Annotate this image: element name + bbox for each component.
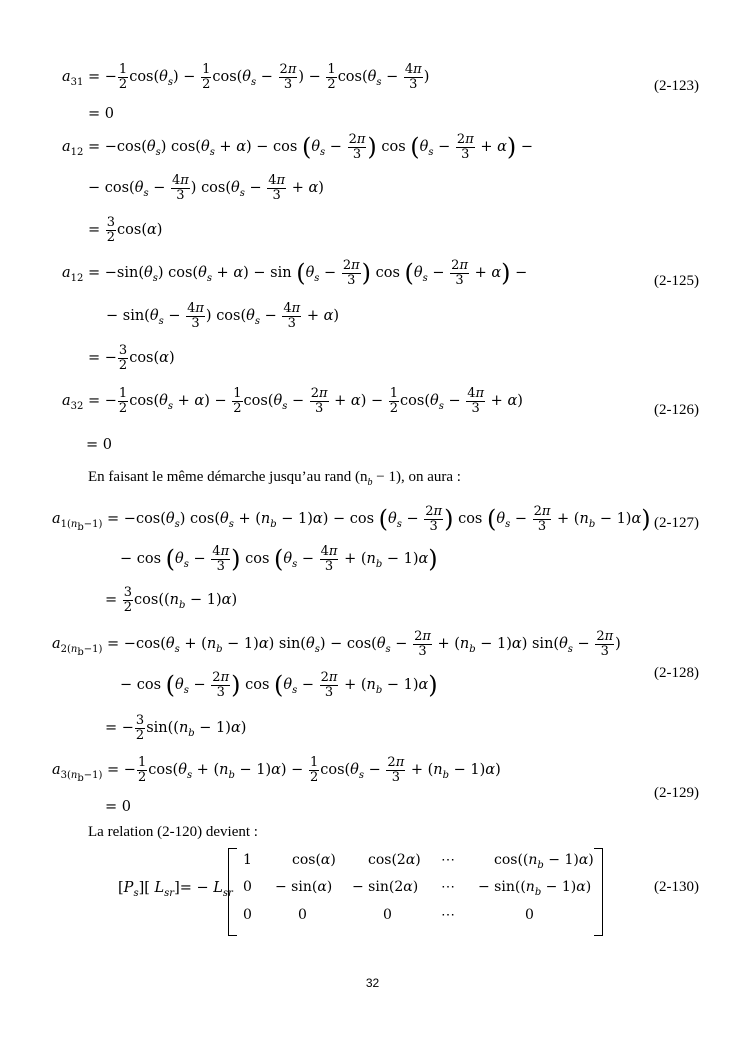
equation-number: (2-130) (654, 879, 699, 895)
equation-number: (2-125) (654, 273, 699, 289)
equation-number: (2-128) (654, 665, 699, 681)
equation-a32-line2: = 0 (86, 437, 112, 453)
equation-a12-sin-line1: $a_{12} = -\sin(\theta_s) \cos(\theta_s + \alpha) - \sin (\theta_s$ − $\frac{2\pi}{3}$ ) $\cos (\theta_s$ − $\frac{2\pi}{3}$ + α) − (62, 258, 528, 288)
matrix-cell: ⋯ (441, 879, 455, 895)
equation-a31-line2: = 0 (88, 106, 114, 122)
equation-number: (2-123) (654, 78, 699, 94)
equation-a12-cos-line2: − $\cos(\theta_s$ − $\frac{4\pi}{3}$ ) $\cos(\theta_s$ − $\frac{4\pi}{3}$ + α) (88, 173, 324, 203)
matrix-lhs: $[P_s]$[ $L_{sr}]= - L_{sr}$ (118, 880, 233, 899)
equation-number: (2-127) (654, 515, 699, 531)
equation-a12-cos-line1: $a_{12} = -\cos(\theta_s) \cos(\theta_s + \alpha) - \cos (\theta_s$ − $\frac{2\pi}{3}$ ) $\cos (\theta_s$ − $\frac{2\pi}{3}$ + α) − (62, 132, 534, 162)
equation-a31-line1: $a_{31}$ = − $\frac{1}{2}$ $\cos(\theta_s)$ − $\frac{1}{2}$ $\cos(\theta_s$ − $\frac{2\pi}{3}$ ) − $\frac{1}{2}$ $\cos(\theta_s$ − $\frac{4\pi}{3}$ ) (62, 62, 430, 92)
matrix (228, 848, 603, 934)
matrix-cell: − sin(α) (275, 879, 333, 895)
equation-2-128-line3: = − $\frac{3}{2}$ $\sin((n_b - 1)\alpha)$ (105, 713, 247, 743)
matrix-right-bracket (594, 848, 603, 936)
page-number: 32 (365, 976, 380, 990)
equation-2-129-line1: $a_{3(n_b-1)}$ = − $\frac{1}{2}$ $\cos(\theta_s + (n_b - 1)\alpha)$ − $\frac{1}{2}$ $\cos(\theta_s$ − $\frac{2\pi}{3}$ + $(n_b - 1)\alpha$) (52, 755, 501, 785)
matrix-cell: cos(α) (292, 852, 336, 868)
matrix-cell: 0 (298, 907, 307, 923)
matrix-cell: 0 (383, 907, 392, 923)
matrix-cell: cos(2α) (368, 852, 421, 868)
equation-2-129-line2: = 0 (105, 799, 131, 815)
equation-number: (2-129) (654, 785, 699, 801)
equation-a12-sin-line3: = − $\frac{3}{2}$ cos(α) (88, 343, 175, 373)
equation-2-128-line2: − $\cos (\theta_s$ − $\frac{2\pi}{3}$ ) $\cos (\theta_s$ − $\frac{2\pi}{3}$ + $(n_b - 1)\alpha$) (120, 670, 438, 700)
equation-a12-sin-line2: − $\sin(\theta_s$ − $\frac{4\pi}{3}$ ) $\cos(\theta_s$ − $\frac{4\pi}{3}$ + α) (106, 301, 340, 331)
matrix-cell: 0 (243, 907, 252, 923)
matrix-cell: $\cos((n_b - 1)\alpha)$ (494, 852, 594, 871)
matrix-cell: ⋯ (441, 907, 455, 923)
matrix-cell: − $\sin((n_b - 1)\alpha)$ (478, 879, 592, 898)
equation-2-127-line2: − $\cos (\theta_s$ − $\frac{4\pi}{3}$ ) $\cos (\theta_s$ − $\frac{4\pi}{3}$ + $(n_b - 1)\alpha$) (120, 544, 438, 574)
equation-a12-cos-line3: = $\frac{3}{2}$ cos(α) (88, 215, 163, 245)
equation-number: (2-126) (654, 402, 699, 418)
matrix-cell: ⋯ (441, 852, 455, 868)
relation-text: La relation (2-120) devient : (88, 824, 258, 840)
matrix-cell: 0 (243, 879, 252, 895)
intro-paragraph: En faisant le même démarche jusqu’au rand $(n_b - 1)$, on aura : (88, 469, 461, 488)
matrix-cell: 0 (525, 907, 534, 923)
equation-2-127-line3: = $\frac{3}{2}$ $\cos((n_b - 1)\alpha)$ (105, 585, 238, 615)
matrix-cell: 1 (243, 852, 252, 868)
matrix-cell: − sin(2α) (352, 879, 419, 895)
matrix-left-bracket (228, 848, 237, 936)
equation-2-128-line1: $a_{2(n_b-1)} = -\cos(\theta_s + (n_b - 1)\alpha) \sin(\theta_s) - \cos(\theta_s$ − $\frac{2\pi}{3}$ + $(n_b - 1)\alpha$) $\sin(\theta_s$ − $\frac{2\pi}{3}$ ) (52, 629, 621, 659)
equation-a32-line1: $a_{32}$ = − $\frac{1}{2}$ $\cos(\theta_s + \alpha)$ − $\frac{1}{2}$ $\cos(\theta_s$ − $\frac{2\pi}{3}$ + α) − $\frac{1}{2}$ $\cos(\theta_s$ − $\frac{4\pi}{3}$ + α) (62, 386, 523, 416)
equation-2-127-line1: $a_{1(n_b-1)} = -\cos(\theta_s) \cos(\theta_s + (n_b - 1)\alpha) - \cos (\theta_s$ − $\frac{2\pi}{3}$ ) $\cos (\theta_s$ − $\frac{2\pi}{3}$ + $(n_b - 1)\alpha$) (52, 504, 651, 534)
